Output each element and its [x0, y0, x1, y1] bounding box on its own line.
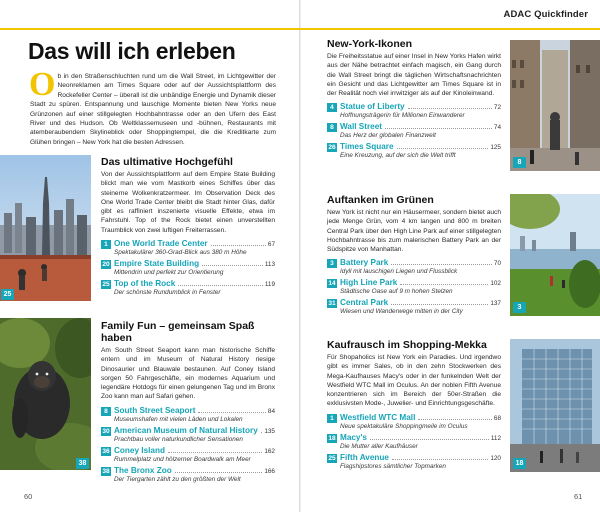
entry-name: Wall Street — [340, 122, 383, 132]
entry-item[interactable] — [101, 446, 275, 465]
leader-dots — [202, 265, 263, 266]
entry-number: 3 — [327, 259, 337, 268]
section-title: Family Fun – gemeinsam Spaß haben — [101, 320, 255, 344]
entry-name: Fifth Avenue — [340, 452, 389, 462]
entry-item[interactable] — [327, 413, 501, 432]
entry-page: 102 — [490, 280, 501, 288]
leader-dots — [178, 285, 263, 286]
entry-name: One World Trade Center — [114, 239, 208, 249]
entry-page: 74 — [493, 124, 501, 132]
entry-number: 1 — [101, 240, 111, 249]
entry-number: 30 — [102, 427, 110, 435]
entry-name: Statue of Liberty — [340, 102, 405, 112]
section-body: Am South Street Seaport kann man historische Schiffe entern und im Museum of Natural History riesige Dinosaurier und Blauwale bestaunen. Auf Coney Island sorgen 50 Fahrgeschäfte, ein modernes Aquarium und legendäre Hotdogs für einen gelungenen Tag und im Bronx Zoo kann man auf Safari gehen. — [101, 347, 275, 401]
skyline-photo — [0, 155, 91, 301]
entry-item[interactable] — [101, 466, 275, 485]
entry-name: Coney Island — [114, 445, 165, 455]
section-body: Die Freiheitsstatue auf einer Insel in New Yorks Hafen wirkt aus der Nähe betrachtet einfach magisch, ein Gang durch die Wall Street bringt die täglichen Wirtschaftsnachrichten ein Gesicht und das Lichtgewitter am Times Square ist in der Realität noch viel irrwitziger als auf der Kinoleinwand. — [327, 53, 501, 98]
entry-item[interactable] — [327, 142, 501, 161]
entry-name: Central Park — [340, 298, 389, 308]
entry-page: 135 — [264, 427, 275, 435]
leader-dots — [408, 108, 492, 109]
section-title: Das ultimative Hochgefühl — [101, 156, 233, 168]
drop-cap: O — [29, 66, 56, 103]
wall-street-illustration — [510, 40, 600, 171]
entry-number: 31 — [328, 300, 336, 308]
page-title: Das will ich erleben — [28, 38, 236, 64]
entry-name: Macy's — [340, 432, 367, 442]
leader-dots — [391, 264, 492, 265]
entry-item[interactable] — [327, 258, 501, 277]
entry-page: 112 — [490, 434, 501, 442]
entry-description: Der Tiergarten zählt zu den größten der Welt — [114, 475, 241, 483]
entry-page: 113 — [264, 261, 275, 269]
park-photo — [510, 194, 600, 316]
leader-dots — [392, 459, 488, 460]
photo-number-badge: 38 — [76, 458, 89, 469]
mall-photo — [510, 339, 600, 472]
entry-description: Flagshipstores sämtlicher Topmarken — [340, 462, 446, 470]
entry-description: Das Herz der globalen Finanzwelt — [340, 132, 436, 140]
mall-illustration — [510, 339, 600, 472]
entry-name: American Museum of Natural History — [114, 425, 258, 435]
gorilla-photo — [0, 318, 91, 470]
book-gutter — [299, 0, 301, 512]
section-body: Für Shopaholics ist New York ein Paradies. Und irgendwo gibt es immer Sales, ob in den zehn Stockwerken des Mega-Kaufhauses Macy's oder in der funkelnden Welt der Westfield WTC Mall im Oculus. An der noblen Fifth Avenue konzentrieren sich im Bereich der 50er-Straßen die exklusivsten Mode-, Juwelier- und Einrichtungsgeschäfte. — [327, 354, 501, 408]
leader-dots — [397, 148, 489, 149]
entry-number: 1 — [327, 414, 337, 423]
entry-list — [327, 102, 501, 161]
entry-name: Westfield WTC Mall — [340, 412, 416, 422]
entry-description: Hoffnungsträgerin für Millionen Einwanderer — [340, 112, 465, 120]
entry-item[interactable] — [327, 102, 501, 121]
section-body: Von der Aussichtsplattform auf dem Empire State Building blickt man wie vom Mastkorb eines Schiffes über das steinerne Wolkenkratzermeer. Im Observation Deck des One World Trade Center bleibt die Stadt hinter Glas, dafür gibt es raffiniert inszenierte visuelle Effekte, etwa im Fahrstuhl. Top of the Rock bietet einen unverstellten Traumblick von zwei luftigen Freiterrassen. — [101, 171, 275, 234]
entry-item[interactable] — [327, 122, 501, 141]
entry-number: 20 — [102, 261, 110, 269]
entry-name: Battery Park — [340, 258, 389, 268]
entry-item[interactable] — [327, 433, 501, 452]
entry-number: 4 — [327, 103, 337, 112]
entry-number: 8 — [101, 407, 111, 416]
entry-page: 166 — [264, 467, 275, 475]
entry-description: Idyll mit lauschigen Liegen und Flussblick — [340, 268, 458, 276]
park-illustration — [510, 194, 600, 316]
entry-page: 137 — [490, 300, 501, 308]
page-number-right: 61 — [574, 492, 583, 501]
section-body: New York ist nicht nur ein Häusermeer, sondern bietet auch jede Menge Grün, vom 4 km langen und 800 m breiten Central Park über den High Line Park auf einer stillgelegten Hochbahntrasse bis zum malerischen Battery Park an der Südspitze von Manhattan. — [327, 209, 501, 254]
entry-name: High Line Park — [340, 278, 398, 288]
entry-page: 84 — [267, 407, 275, 415]
entry-list — [327, 413, 501, 472]
section-gruen — [327, 194, 501, 318]
entry-number: 14 — [328, 280, 336, 288]
entry-description: Spektakulärer 360-Grad-Blick aus 380 m Höhe — [114, 249, 247, 257]
leader-dots — [370, 439, 489, 440]
photo-number-badge: 25 — [1, 289, 14, 300]
wall-street-photo — [510, 40, 600, 171]
entry-name: Top of the Rock — [114, 279, 176, 289]
skyline-illustration — [0, 155, 91, 301]
page-number-left: 60 — [24, 492, 33, 501]
section-title: Auftanken im Grünen — [327, 194, 434, 206]
entry-item[interactable] — [101, 239, 275, 258]
entry-item[interactable] — [327, 298, 501, 317]
entry-description: Museumshafen mit vielen Läden und Lokalen — [114, 415, 243, 423]
section-shopping — [327, 339, 501, 473]
leader-dots — [418, 419, 492, 420]
leader-dots — [391, 304, 488, 305]
entry-description: Eine Kreuzung, auf der sich die Welt trifft — [340, 152, 456, 160]
entry-description: Der schönste Rundumblick in Fenster — [114, 289, 221, 297]
entry-number: 8 — [327, 123, 337, 132]
entry-number: 38 — [102, 467, 110, 475]
gorilla-illustration — [0, 318, 91, 470]
entry-item[interactable] — [327, 278, 501, 297]
entry-page: 70 — [493, 260, 501, 268]
entry-number: 25 — [328, 454, 336, 462]
section-ikonen — [327, 38, 501, 162]
entry-page: 125 — [490, 144, 501, 152]
entry-number: 18 — [328, 434, 336, 442]
entry-page: 120 — [490, 454, 501, 462]
leader-dots — [168, 452, 262, 453]
entry-description: Rummelplatz und hölzerner Boardwalk am Meer — [114, 455, 251, 463]
entry-name: The Bronx Zoo — [114, 465, 172, 475]
entry-number: 36 — [102, 447, 110, 455]
entry-list — [327, 258, 501, 317]
entry-page: 119 — [264, 281, 275, 289]
entry-description: Die Mutter aller Kaufhäuser — [340, 442, 418, 450]
header-rule — [0, 28, 600, 30]
photo-number-badge: 18 — [513, 458, 526, 469]
entry-description: Prachtbau voller naturkundlicher Sensationen — [114, 435, 243, 443]
leader-dots — [175, 472, 263, 473]
entry-page: 162 — [264, 447, 275, 455]
entry-page: 72 — [493, 104, 501, 112]
entry-list — [101, 239, 275, 298]
leader-dots — [261, 432, 263, 433]
entry-description: Städtische Oase auf 9 m hohen Stelzen — [340, 288, 453, 296]
entry-item[interactable] — [101, 279, 275, 298]
entry-number: 26 — [328, 144, 336, 152]
entry-description: Mittendrin und perfekt zur Orientierung — [114, 269, 224, 277]
entry-number: 25 — [102, 281, 110, 289]
entry-description: Wiesen und Wanderwege mitten in der City — [340, 308, 463, 316]
entry-name: Empire State Building — [114, 259, 200, 269]
entry-list — [101, 406, 275, 485]
entry-item[interactable] — [101, 406, 275, 425]
section-hochgefuehl — [101, 156, 275, 299]
intro-text: b in den Straßenschluchten rund um die Wall Street, im Lichtgewitter der Neonreklamen am Times Square oder auf der Aussichtsplattform des Rockefeller Center – überall ist die unbändige Energie und Dynamik dieser Stadt zu spüren. Entspannung und lauschige Momente bieten New Yorks neue Grünzonen auf einer stillgelegten Hochbahntrasse oder an den Ufern des East River und des Hudson. Ob Weltklassemuseen und -bühnen, Restaurants mit atemberaubendem Skylineblick oder Shoppingtempel, die die Kreditkarte zum Glühen bringen – New York hat die besten Adressen. — [30, 73, 276, 146]
entry-name: South Street Seaport — [114, 405, 196, 415]
section-title: Kaufrausch im Shopping-Mekka — [327, 339, 487, 351]
section-family-fun — [101, 320, 275, 486]
leader-dots — [400, 284, 488, 285]
entry-item[interactable] — [101, 259, 275, 278]
leader-dots — [211, 245, 266, 246]
section-header-label: ADAC Quickfinder — [503, 9, 588, 20]
leader-dots — [385, 128, 492, 129]
photo-number-badge: 8 — [513, 157, 526, 168]
entry-page: 68 — [493, 414, 501, 422]
entry-page: 67 — [267, 241, 275, 249]
entry-item[interactable] — [101, 426, 275, 445]
photo-number-badge: 3 — [513, 302, 526, 313]
section-title: New-York-Ikonen — [327, 38, 412, 50]
entry-name: Times Square — [340, 142, 394, 152]
entry-item[interactable] — [327, 453, 501, 472]
leader-dots — [198, 412, 265, 413]
intro-paragraph — [29, 66, 276, 147]
entry-description: Neue spektakuläre Shoppingmeile im Oculus — [340, 422, 468, 430]
